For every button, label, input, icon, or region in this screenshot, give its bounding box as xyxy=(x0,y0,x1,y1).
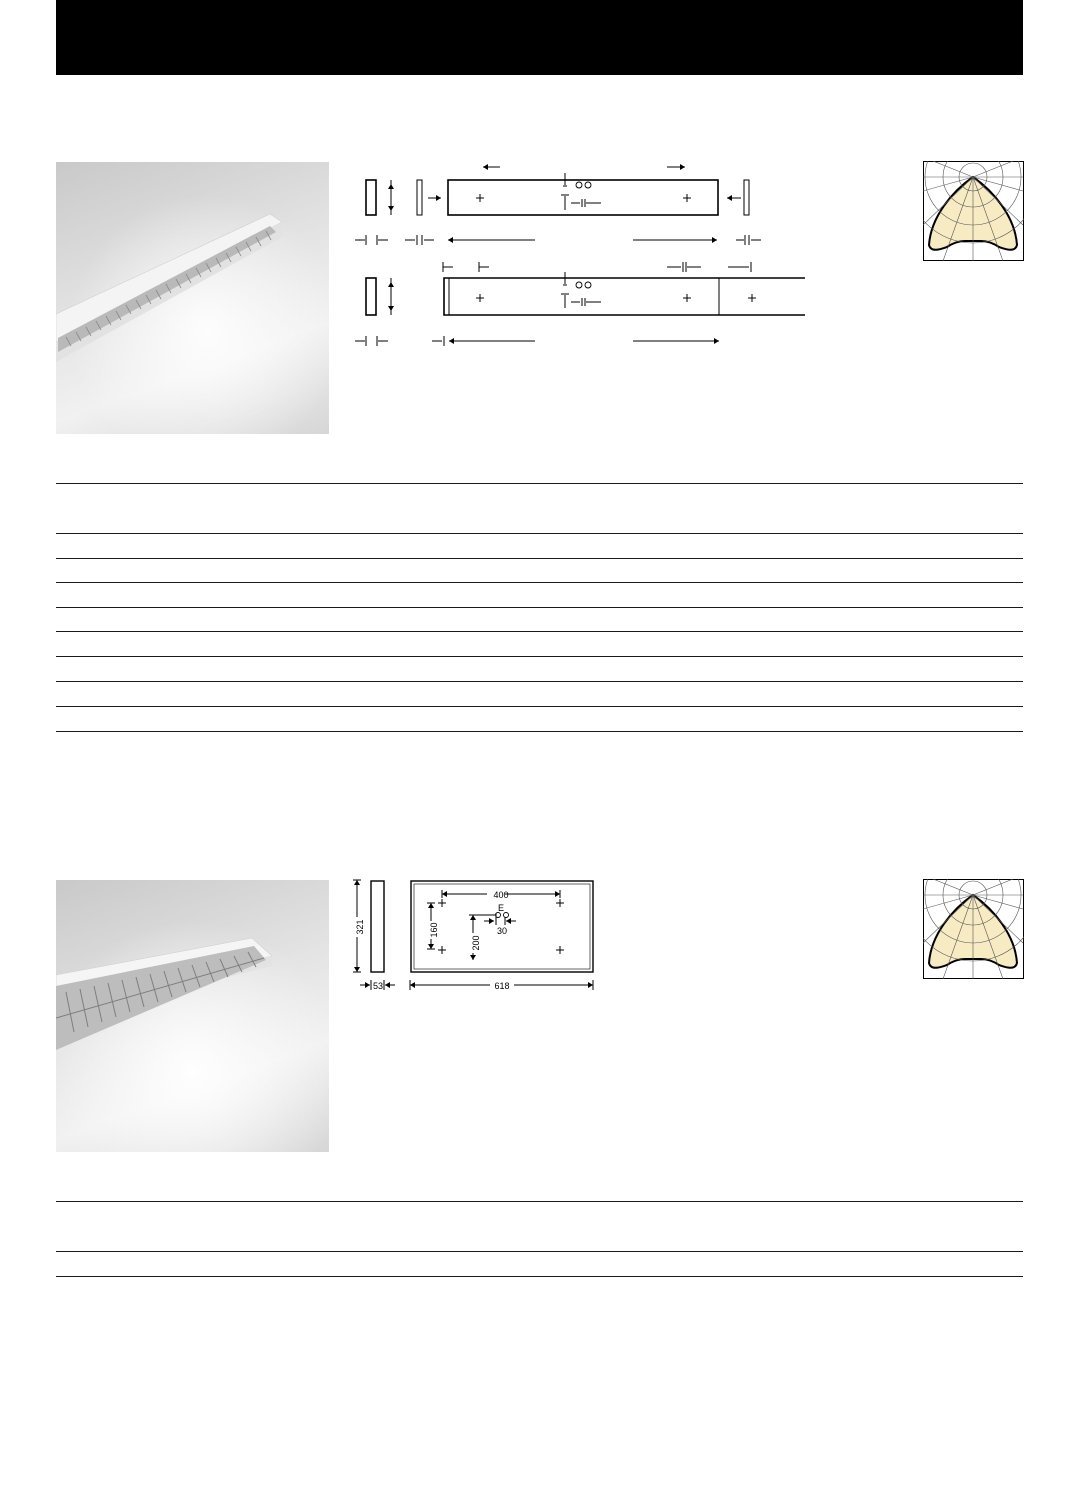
table-row xyxy=(56,1251,1023,1252)
dim-label-height: 321 xyxy=(355,919,365,935)
dim-label-spacing-y: 160 xyxy=(429,922,439,938)
header-bar xyxy=(56,0,1023,75)
light-distribution-curve-2 xyxy=(923,879,1024,979)
table-row xyxy=(56,607,1023,608)
dim-label-cable-entry-y: 200 xyxy=(471,935,481,951)
dim-label-spacing-x: 400 xyxy=(493,890,509,900)
dim-label-entry: E xyxy=(497,903,505,913)
dim-label-entry-spacing: 30 xyxy=(496,926,508,936)
product-photo-linear-luminaire xyxy=(56,162,329,434)
dimension-drawing-square xyxy=(350,875,600,995)
table-row xyxy=(56,731,1023,732)
dimension-drawing-linear xyxy=(345,155,825,355)
table-row xyxy=(56,582,1023,583)
light-distribution-curve-1 xyxy=(923,161,1024,261)
dim-label-width: 618 xyxy=(494,981,510,991)
dim-label-depth: 53 xyxy=(372,981,384,991)
product-table-2 xyxy=(56,1201,1023,1281)
product-table-1 xyxy=(56,483,1023,733)
table-row xyxy=(56,1276,1023,1277)
product-photo-square-luminaire xyxy=(56,880,329,1152)
table-row xyxy=(56,681,1023,682)
table-row xyxy=(56,706,1023,707)
table-header-rule xyxy=(56,483,1023,484)
table-row xyxy=(56,558,1023,559)
table-row xyxy=(56,631,1023,632)
table-header-rule xyxy=(56,1201,1023,1202)
table-row xyxy=(56,533,1023,534)
table-row xyxy=(56,656,1023,657)
